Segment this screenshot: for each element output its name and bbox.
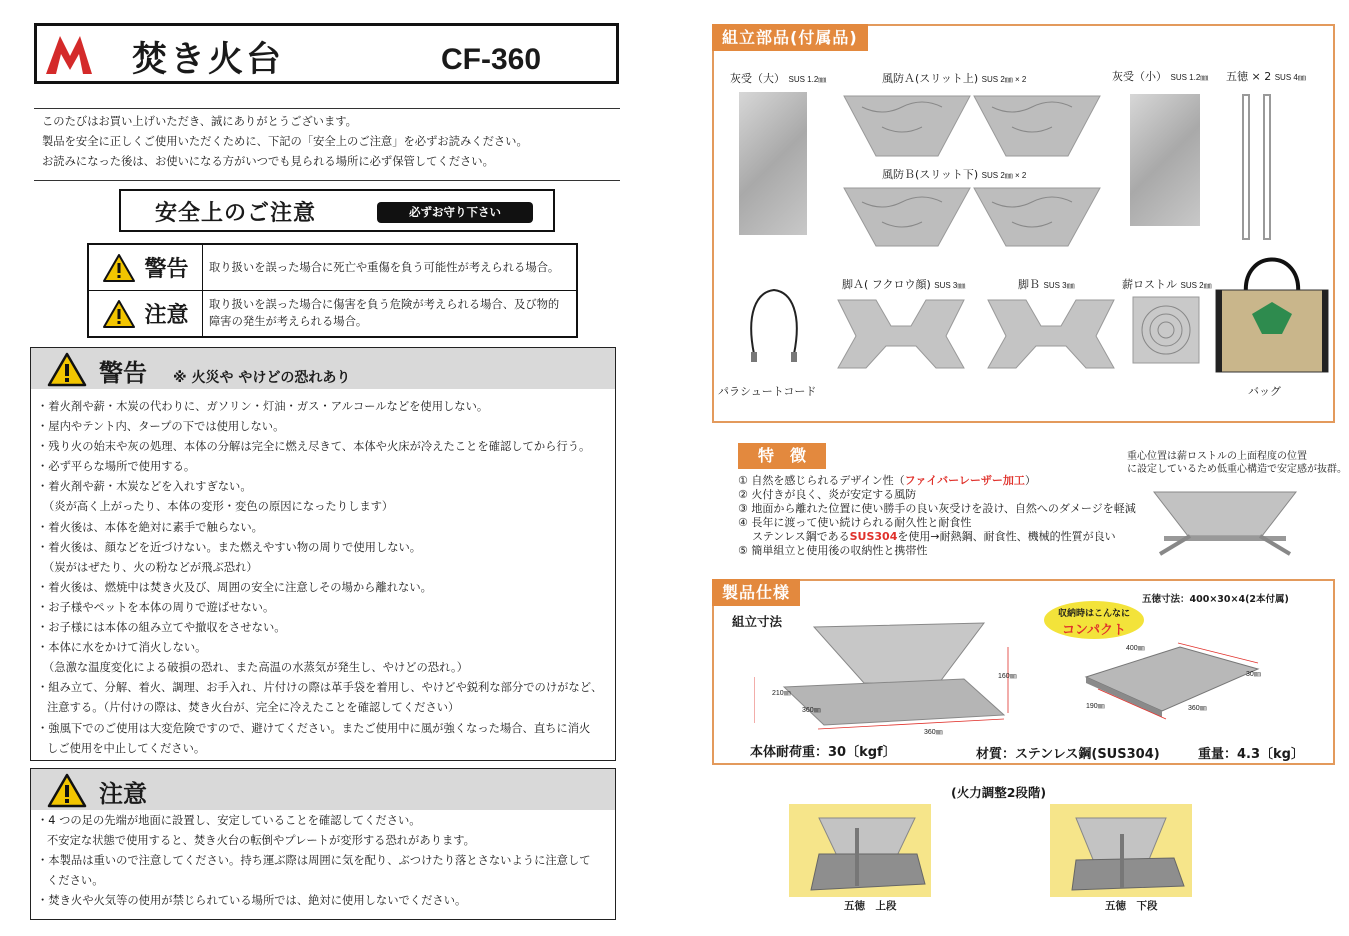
- leg-b-image: [986, 296, 1116, 371]
- list-item: ・着火剤や薪・木炭の代わりに、ガソリン・灯油・ガス・アルコールなどを使用しない。: [37, 400, 489, 413]
- warning-section-header: [31, 348, 615, 389]
- part-label-wind-a: [882, 70, 1026, 86]
- upper-position-photo: [789, 804, 931, 897]
- features-tag: 特 徴: [738, 443, 826, 469]
- caution-triangle-icon: [102, 299, 136, 329]
- brand-logo: [46, 34, 92, 74]
- assembled-fire-pit-image: [754, 617, 1014, 737]
- intro-text: [42, 112, 528, 172]
- parts-panel: [712, 24, 1335, 423]
- legend-warning-head: [89, 245, 203, 290]
- part-spec: SUS 3㎜: [934, 281, 966, 290]
- part-spec: SUS 4㎜: [1274, 73, 1306, 82]
- caution-list: [37, 811, 591, 911]
- part-spec: SUS 2㎜: [1180, 281, 1212, 290]
- hazard-legend: [87, 243, 578, 338]
- part-spec: SUS 3㎜: [1043, 281, 1075, 290]
- part-name: 五徳 × 2: [1226, 70, 1272, 83]
- parts-tag: 組立部品(付属品): [712, 24, 868, 51]
- lower-position-label: 五徳 下段: [1105, 900, 1158, 912]
- upper-position-label: 五徳 上段: [844, 900, 897, 912]
- list-item: しご使用を中止してください。: [47, 741, 206, 755]
- material: 材質：ステンレス鋼(SUS304): [976, 747, 1160, 762]
- dim-190: 190㎜: [1086, 703, 1105, 710]
- dim-400: 400㎜: [1126, 645, 1145, 652]
- legend-warning-desc: 取り扱いを誤った場合に死亡や重傷を負う可能性が考えられる場合。: [209, 261, 560, 274]
- caution-triangle-icon: [47, 773, 87, 808]
- compact-badge: [1044, 601, 1144, 639]
- warning-list: [37, 397, 602, 759]
- warning-triangle-icon: [102, 253, 136, 283]
- dim-360-b: 360㎜: [924, 729, 943, 736]
- feature-text: ① 自然を感じられるデザイン性（: [738, 474, 905, 487]
- safety-heading-box: [119, 189, 555, 232]
- feature-item: ③ 地面から離れた位置に使い勝手の良い灰受けを設け、自然へのダメージを軽減: [738, 502, 1136, 515]
- caution-section-title: 注意: [99, 780, 147, 808]
- warning-triangle-icon: [47, 352, 87, 387]
- fire-pit-lower-image: [1050, 804, 1192, 897]
- intro-line: このたびはお買い上げいただき、誠にありがとうございます。: [42, 115, 357, 128]
- list-item: ください。: [47, 874, 104, 888]
- weight: 重量：4.3〔kg〕: [1198, 747, 1304, 762]
- warning-section-title: 警告: [99, 359, 147, 387]
- bag-image: [1212, 242, 1332, 374]
- gotoku-bar-image: [1263, 94, 1271, 240]
- list-item: （炎が高く上がったり、本体の変形・変色の原因になったりします）: [43, 500, 394, 514]
- part-spec: SUS 1.2㎜: [788, 75, 827, 84]
- caution-section: [30, 768, 616, 920]
- divider: [34, 108, 620, 109]
- leg-a-image: [836, 296, 966, 371]
- list-item: ・本体に水をかけて消火しない。: [37, 641, 207, 655]
- wind-guard-a-image: [842, 92, 1102, 160]
- feature-text: ステンレス鋼である: [752, 530, 850, 543]
- part-name: 風防Ｂ(スリット下): [882, 168, 979, 181]
- spec-tag: 製品仕様: [712, 579, 800, 606]
- legend-caution-line: 障害の発生が考えられる場合。: [209, 315, 368, 328]
- ash-tray-large-image: [739, 92, 807, 235]
- gotoku-bar-image: [1242, 94, 1250, 240]
- part-name: 灰受（大）: [730, 72, 785, 85]
- feature-item: ④ 長年に渡って使い続けられる耐久性と耐食性: [738, 516, 972, 529]
- feature-highlight: SUS304: [849, 530, 898, 543]
- wind-guard-b-image: [842, 184, 1102, 250]
- part-label-ash-small: [1112, 68, 1208, 84]
- dim-210: 210㎜: [772, 690, 791, 697]
- legend-warning-label: 警告: [144, 257, 189, 282]
- part-name: 灰受（小）: [1112, 70, 1167, 83]
- intro-line: 製品を安全に正しくご使用いただくために、下記の「安全上のご注意」を必ずお読みください。: [42, 135, 528, 148]
- list-item: 不安定な状態で使用すると、焚き火台の転倒やプレートが変形する恐れがあります。: [47, 834, 475, 848]
- list-item: ・本製品は重いので注意してください。持ち運ぶ際は周囲に気を配り、ぶつけたり落とさないように注意して: [37, 854, 591, 868]
- safety-title: 安全上のご注意: [155, 201, 317, 226]
- list-item: ・焚き火や火気等の使用が禁じられている場所では、絶対に使用しないでください。: [37, 894, 467, 908]
- feature-highlight: ファイバーレーザー加工: [904, 474, 1025, 487]
- list-item: ・お子様やペットを本体の周りで遊ばせない。: [37, 600, 275, 614]
- center-of-gravity-note: [1127, 450, 1347, 476]
- part-name: 脚Ｂ: [1018, 278, 1040, 291]
- lower-position-photo: [1050, 804, 1192, 897]
- stored-fire-pit-image: [1082, 641, 1262, 721]
- list-item: ・屋内やテント内、タープの下では使用しない。: [37, 420, 285, 434]
- note-line: に設定しているため低重心構造で安定感が抜群。: [1127, 464, 1347, 475]
- list-item: ・4 つの足の先端が地面に設置し、安定していることを確認してください。: [37, 814, 421, 827]
- list-item: ・残り火の始末や灰の処理、本体の分解は完全に燃え尽きて、本体や火床が冷えたことを確認してから行う。: [37, 440, 591, 454]
- list-item: 注意する。（片付けの際は、焚き火台が、完全に冷えたことを確認してください）: [47, 701, 460, 715]
- list-item: ・強風下でのご使用は大変危険ですので、避けてください。またご使用中に風が強くなった場合、直ちに消火: [37, 721, 591, 735]
- svg-text:Creative: Creative: [57, 69, 81, 74]
- part-name: 脚Ａ( フクロウ顔): [842, 278, 931, 291]
- part-spec: SUS 2㎜ × 2: [981, 171, 1027, 180]
- note-line: 重心位置は薪ロストルの上面程度の位置: [1127, 451, 1307, 462]
- heat-adjust-title: (火力調整2段階): [951, 785, 1047, 800]
- list-item: ・お子様には本体の組み立てや撤収をさせない。: [37, 621, 286, 635]
- assembled-dimensions-label: 組立寸法: [732, 614, 783, 629]
- compact-highlight: コンパクト: [1061, 623, 1127, 638]
- legend-caution-desc: [209, 296, 559, 330]
- part-label-bag: バッグ: [1248, 385, 1281, 398]
- feature-item: [738, 530, 1136, 544]
- legend-caution-label: 注意: [144, 303, 189, 328]
- ash-tray-small-image: [1130, 94, 1200, 226]
- dim-30: 30㎜: [1246, 671, 1261, 678]
- part-label-ash-large: [730, 70, 826, 86]
- gotoku-dimensions: 五徳寸法：400×30×4(2本付属): [1142, 594, 1289, 605]
- legend-caution-line: 取り扱いを誤った場合に傷害を負う危険が考えられる場合、及び物的: [209, 298, 560, 311]
- feature-item: [738, 474, 1136, 488]
- part-spec: SUS 1.2㎜: [1170, 73, 1209, 82]
- feature-text: を使用→耐熱鋼、耐食性、機械的性質が良い: [897, 530, 1116, 543]
- part-label-grate: [1122, 276, 1212, 292]
- dim-360-a: 360㎜: [802, 707, 821, 714]
- feature-text: ）: [1024, 474, 1036, 487]
- dim-160: 160㎜: [998, 673, 1017, 680]
- part-label-gotoku: [1226, 68, 1306, 84]
- part-label-leg-a: [842, 276, 965, 292]
- part-spec: SUS 2㎜ × 2: [981, 75, 1027, 84]
- divider: [34, 180, 620, 181]
- feature-item: ⑤ 簡単組立と使用後の収納性と携帯性: [738, 544, 928, 557]
- part-label-wind-b: [882, 166, 1026, 182]
- list-item: ・着火剤や薪・木炭などを入れすぎない。: [37, 480, 252, 494]
- part-label-leg-b: [1018, 276, 1075, 292]
- dim-360-c: 360㎜: [1188, 705, 1207, 712]
- fire-pit-side-image: [1150, 486, 1300, 558]
- legend-caution-head: [89, 291, 203, 336]
- list-item: ・必ず平らな場所で使用する。: [37, 460, 196, 474]
- list-item: （炭がはぜたり、火の粉などが飛ぶ恐れ）: [43, 560, 258, 574]
- warning-section-subtitle: ※ 火災や やけどの恐れあり: [173, 370, 351, 386]
- part-name: 風防Ａ(スリット上): [882, 72, 979, 85]
- grate-image: [1132, 296, 1200, 364]
- fire-pit-upper-image: [789, 804, 931, 897]
- list-item: ・着火後は、燃焼中は焚き火及び、周囲の安全に注意しその場から離れない。: [37, 580, 432, 594]
- load-capacity: 本体耐荷重：30〔kgf〕: [750, 745, 896, 760]
- parachute-cord-image: [744, 284, 804, 366]
- features-list: [738, 474, 1136, 558]
- list-item: （急激な温度変化による破損の恐れ、また高温の水蒸気が発生し、やけどの恐れ。）: [43, 661, 468, 675]
- page-header: [34, 23, 619, 84]
- feature-item: ② 火付きが良く、炎が安定する風防: [738, 488, 917, 501]
- product-title: 焚き火台: [132, 40, 285, 80]
- part-name: 薪ロストル: [1122, 278, 1177, 291]
- list-item: ・組み立て、分解、着火、調理、お手入れ、片付けの際は革手袋を着用し、やけどや鋭利な部分でのけがなど、: [37, 681, 603, 695]
- spec-panel: [712, 579, 1335, 765]
- warning-section: [30, 347, 616, 761]
- compact-text: 収納時はこんなに: [1057, 609, 1130, 619]
- model-number: CF-360: [441, 43, 542, 76]
- must-follow-badge: 必ずお守り下さい: [377, 202, 533, 223]
- list-item: ・着火後は、本体を絶対に素手で触らない。: [37, 520, 263, 534]
- legend-row-caution: [89, 291, 576, 336]
- list-item: ・着火後は、顔などを近づけない。また燃えやすい物の周りで使用しない。: [37, 540, 422, 554]
- part-label-cord: パラシュートコード: [718, 385, 817, 398]
- intro-line: お読みになった後は、お使いになる方がいつでも見られる場所に必ず保管してください。: [42, 155, 494, 168]
- caution-section-header: [31, 769, 615, 810]
- legend-row-warning: [89, 245, 576, 291]
